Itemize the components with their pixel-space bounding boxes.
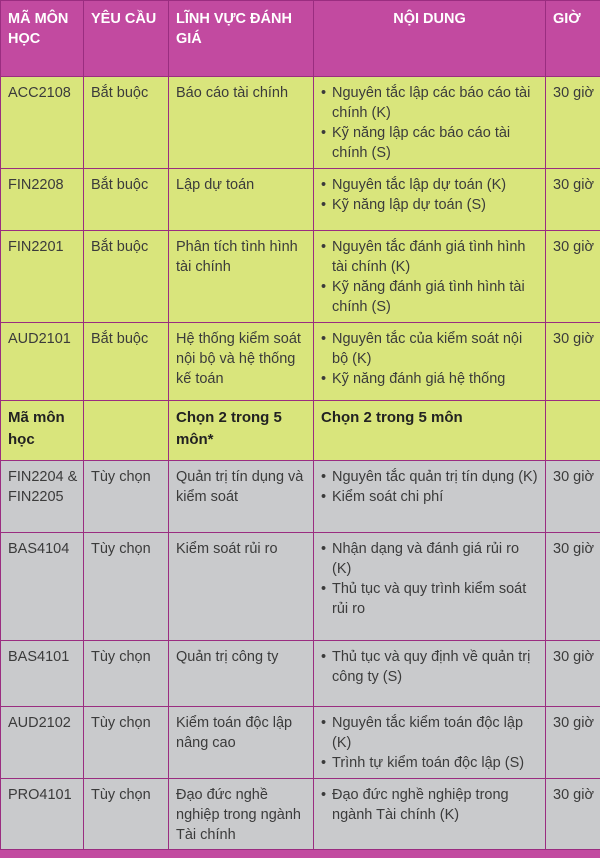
content-list xyxy=(321,539,540,619)
optional-courses xyxy=(1,461,600,850)
content-list xyxy=(321,175,540,215)
table-row xyxy=(1,641,600,707)
requirement: Tùy chọn xyxy=(84,533,169,641)
content-item: • Kỹ năng đánh giá hệ thống xyxy=(321,369,540,389)
hours: 30 giờ xyxy=(546,533,600,641)
hours: 30 giờ xyxy=(546,707,600,779)
course-code: FIN2204 & FIN2205 xyxy=(1,461,84,533)
content-item: • Kỹ năng lập các báo cáo tài chính (S) xyxy=(321,123,540,163)
table-row xyxy=(1,77,600,169)
content-list xyxy=(321,237,540,317)
content-item: • Nguyên tắc lập các báo cáo tài chính (K) xyxy=(321,83,540,123)
content xyxy=(314,169,546,231)
content-list xyxy=(321,713,540,773)
content-item: • Nguyên tắc đánh giá tình hình tài chính (K) xyxy=(321,237,540,277)
content-item: • Thủ tục và quy định về quản trị công ty (S) xyxy=(321,647,540,687)
hours: 30 giờ xyxy=(546,461,600,533)
assessment-area: Hệ thống kiểm soát nội bộ và hệ thống kế toán xyxy=(169,323,314,401)
hours: 30 giờ xyxy=(546,169,600,231)
subheader-content: Chọn 2 trong 5 môn xyxy=(314,401,546,461)
subheader-empty xyxy=(84,401,169,461)
content xyxy=(314,461,546,533)
content xyxy=(314,779,546,850)
hours: 30 giờ xyxy=(546,779,600,850)
requirement: Bắt buộc xyxy=(84,77,169,169)
table-row xyxy=(1,707,600,779)
requirement: Bắt buộc xyxy=(84,231,169,323)
requirement: Tùy chọn xyxy=(84,461,169,533)
content-item: • Nguyên tắc lập dự toán (K) xyxy=(321,175,540,195)
table-row xyxy=(1,779,600,850)
content-item: • Nguyên tắc của kiểm soát nội bộ (K) xyxy=(321,329,540,369)
header-content: NỘI DUNG xyxy=(314,1,546,77)
hours: 30 giờ xyxy=(546,231,600,323)
header-requirement: YÊU CẦU xyxy=(84,1,169,77)
subheader-code: Mã môn học xyxy=(1,401,84,461)
assessment-area: Kiểm soát rủi ro xyxy=(169,533,314,641)
table-row xyxy=(1,231,600,323)
table-row xyxy=(1,323,600,401)
content-item: • Đạo đức nghề nghiệp trong ngành Tài chính (K) xyxy=(321,785,540,825)
assessment-area: Kiểm toán độc lập nâng cao xyxy=(169,707,314,779)
assessment-area: Lập dự toán xyxy=(169,169,314,231)
table-row xyxy=(1,169,600,231)
course-code: FIN2208 xyxy=(1,169,84,231)
content-item: • Nguyên tắc quản trị tín dụng (K) xyxy=(321,467,540,487)
course-code: ACC2108 xyxy=(1,77,84,169)
content-list xyxy=(321,785,540,825)
subheader-area: Chọn 2 trong 5 môn* xyxy=(169,401,314,461)
content-list xyxy=(321,329,540,389)
content xyxy=(314,707,546,779)
content xyxy=(314,77,546,169)
header-row xyxy=(1,1,600,77)
content xyxy=(314,533,546,641)
requirement: Bắt buộc xyxy=(84,169,169,231)
subheader-section xyxy=(1,401,600,461)
subheader-row xyxy=(1,401,600,461)
course-code: AUD2101 xyxy=(1,323,84,401)
table-row xyxy=(1,461,600,533)
assessment-area: Quản trị tín dụng và kiểm soát xyxy=(169,461,314,533)
content-item: • Kỹ năng đánh giá tình hình tài chính (S) xyxy=(321,277,540,317)
content-list xyxy=(321,647,540,687)
requirement: Tùy chọn xyxy=(84,707,169,779)
content-item: • Kỹ năng lập dự toán (S) xyxy=(321,195,540,215)
content-list xyxy=(321,467,540,507)
content-list xyxy=(321,83,540,163)
subheader-hours xyxy=(546,401,600,461)
assessment-area: Phân tích tình hình tài chính xyxy=(169,231,314,323)
assessment-area: Báo cáo tài chính xyxy=(169,77,314,169)
content xyxy=(314,323,546,401)
content-item: • Thủ tục và quy trình kiểm soát rủi ro xyxy=(321,579,540,619)
course-code: BAS4104 xyxy=(1,533,84,641)
assessment-area: Đạo đức nghề nghiệp trong ngành Tài chính xyxy=(169,779,314,850)
header-area: LĨNH VỰC ĐÁNH GIÁ xyxy=(169,1,314,77)
table-row xyxy=(1,533,600,641)
header-hours: GIỜ xyxy=(546,1,600,77)
hours: 30 giờ xyxy=(546,641,600,707)
requirement: Bắt buộc xyxy=(84,323,169,401)
content-item: • Kiểm soát chi phí xyxy=(321,487,540,507)
content-item: • Trình tự kiểm toán độc lập (S) xyxy=(321,753,540,773)
hours: 30 giờ xyxy=(546,77,600,169)
required-courses xyxy=(1,77,600,401)
requirement: Tùy chọn xyxy=(84,641,169,707)
hours: 30 giờ xyxy=(546,323,600,401)
course-code: AUD2102 xyxy=(1,707,84,779)
course-code: FIN2201 xyxy=(1,231,84,323)
course-code: BAS4101 xyxy=(1,641,84,707)
content-item: • Nhận dạng và đánh giá rủi ro (K) xyxy=(321,539,540,579)
header-code: MÃ MÔN HỌC xyxy=(1,1,84,77)
requirement: Tùy chọn xyxy=(84,779,169,850)
course-code: PRO4101 xyxy=(1,779,84,850)
content xyxy=(314,641,546,707)
content-item: • Nguyên tắc kiểm toán độc lập (K) xyxy=(321,713,540,753)
assessment-area: Quản trị công ty xyxy=(169,641,314,707)
content xyxy=(314,231,546,323)
